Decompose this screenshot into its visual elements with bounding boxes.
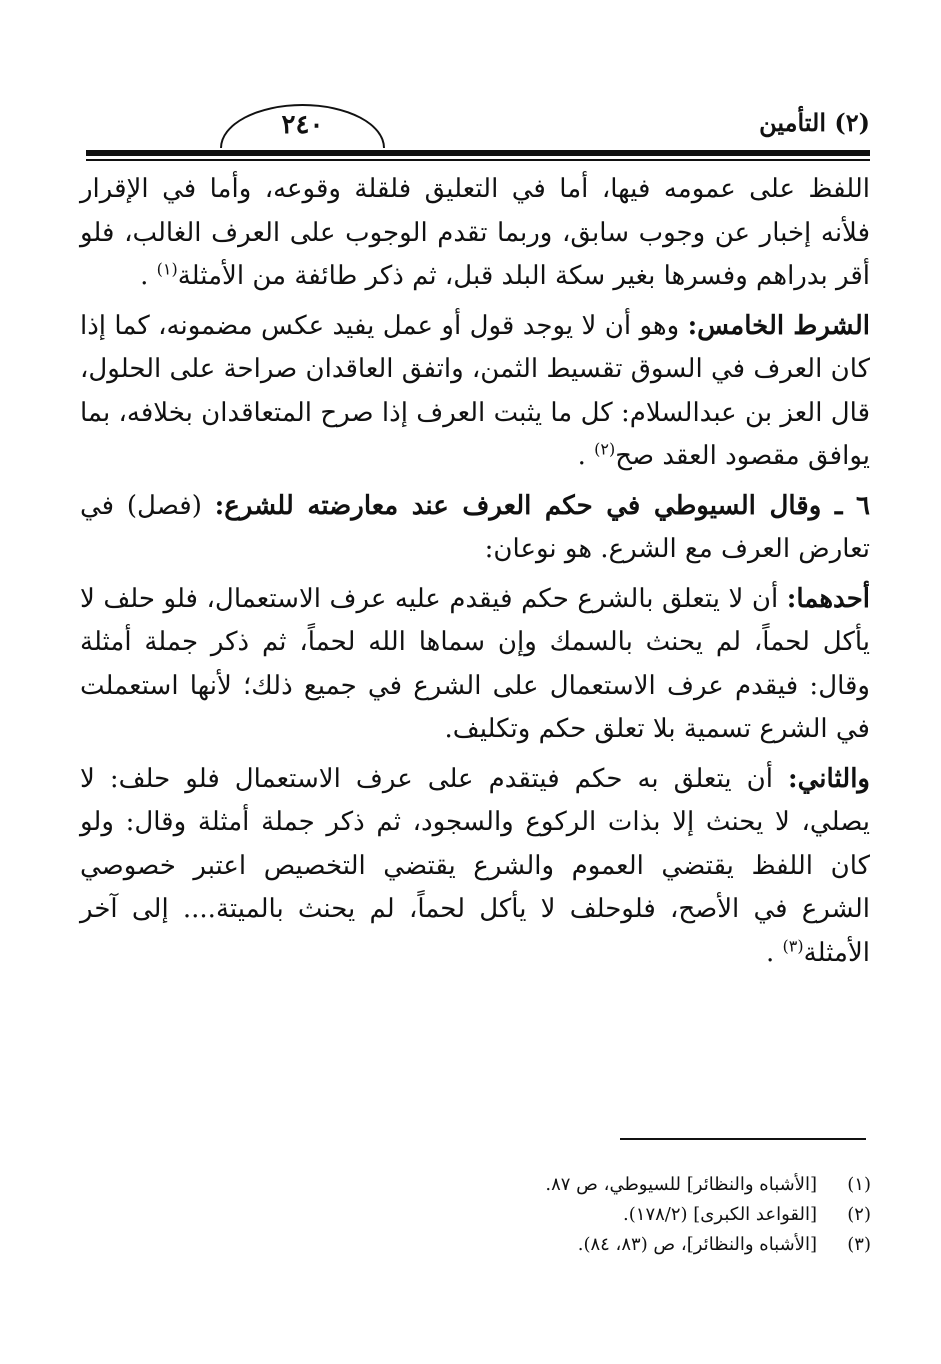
- page-header: [80, 100, 870, 152]
- page-number: ٢٤٠: [281, 110, 324, 140]
- paragraph-text: اللفظ على عمومه فيها، أما في التعليق فلقلة وقوعه، وأما في الإقرار فلأنه إخبار عن وجوب سابق، وربما تقدم الوجوب على العرف الغالب، فلو أقر بدراهم وفسرها بغير سكة البلد قبل، ثم ذكر طائفة من الأمثلة: [80, 174, 870, 291]
- paragraph-lead: ٦ ـ وقال السيوطي في حكم العرف عند معارضته للشرع:: [214, 490, 870, 521]
- footnote-text: [الأشباه والنظائر] للسيوطي، ص ٨٧.: [545, 1174, 817, 1195]
- footnote-ref: (٣): [782, 935, 804, 955]
- paragraph-2: [80, 305, 870, 479]
- main-text: [80, 168, 870, 981]
- footnote-text: [الأشباه والنظائر]، ص (٨٣، ٨٤).: [577, 1234, 817, 1255]
- paragraph-text: (فصل) في تعارض العرف مع الشرع. هو نوعان:: [80, 490, 870, 564]
- paragraph-lead: والثاني:: [788, 763, 870, 794]
- header-rule-thin: [86, 159, 870, 161]
- footnote-number: (٣): [847, 1234, 871, 1255]
- paragraph-5: [80, 758, 870, 976]
- paragraph-tail: .: [577, 441, 595, 471]
- running-title: (٢) التأمين: [759, 108, 870, 137]
- footnote-text: [القواعد الكبرى] (١٧٨/٢).: [623, 1204, 817, 1225]
- footnote-number: (٢): [847, 1204, 871, 1225]
- footnote-item: [111, 1200, 871, 1230]
- paragraph-text: أن لا يتعلق بالشرع حكم فيقدم عليه عرف الاستعمال، فلو حلف لا يأكل لحماً، لم يحنث بالسمك وإن سماها الله لحماً، ثم ذكر جملة أمثلة وقال: فيقدم عرف الاستعمال على الشرع في جميع ذلك؛ لأنها استعملت في الشرع تسمية بلا تعلق حكم وتكليف.: [80, 583, 870, 744]
- footnote-separator: [620, 1138, 866, 1140]
- footnote-number: (١): [847, 1174, 871, 1195]
- paragraph-tail: .: [766, 937, 783, 968]
- paragraph-1: [80, 168, 870, 299]
- footnote-ref: (٢): [594, 439, 616, 459]
- footnotes: [111, 1170, 871, 1260]
- paragraph-tail: .: [140, 261, 157, 291]
- footnote-item: [111, 1230, 871, 1260]
- paragraph-3: [80, 485, 870, 572]
- paragraph-4: [80, 578, 870, 752]
- paragraph-lead: أحدهما:: [786, 583, 870, 614]
- footnote-item: [111, 1170, 871, 1200]
- footnote-ref: (١): [156, 259, 178, 279]
- paragraph-lead: الشرط الخامس:: [687, 310, 871, 341]
- header-rule-thick: [86, 150, 870, 156]
- paragraph-text: وهو أن لا يوجد قول أو عمل يفيد عكس مضمونه، كما إذا كان العرف في السوق تقسيط الثمن، واتفق العاقدان صراحة على الحلول، قال العز بن عبدالسلام: كل ما يثبت العرف إذا صرح المتعاقدان بخلافه، بما يوافق مقصود العقد صح: [80, 310, 870, 471]
- paragraph-text: أن يتعلق به حكم فيتقدم على عرف الاستعمال فلو حلف: لا يصلي، لا يحنث إلا بذات الركوع والسجود، ثم ذكر جملة أمثلة وقال: ولو كان اللفظ يقتضي العموم والشرع يقتضي التخصيص اعتبر خصوصي الشرع في الأصح، فلوحلف لا يأكل لحماً، لم يحنث بالميتة.... إلى آخر الأمثلة: [80, 763, 870, 968]
